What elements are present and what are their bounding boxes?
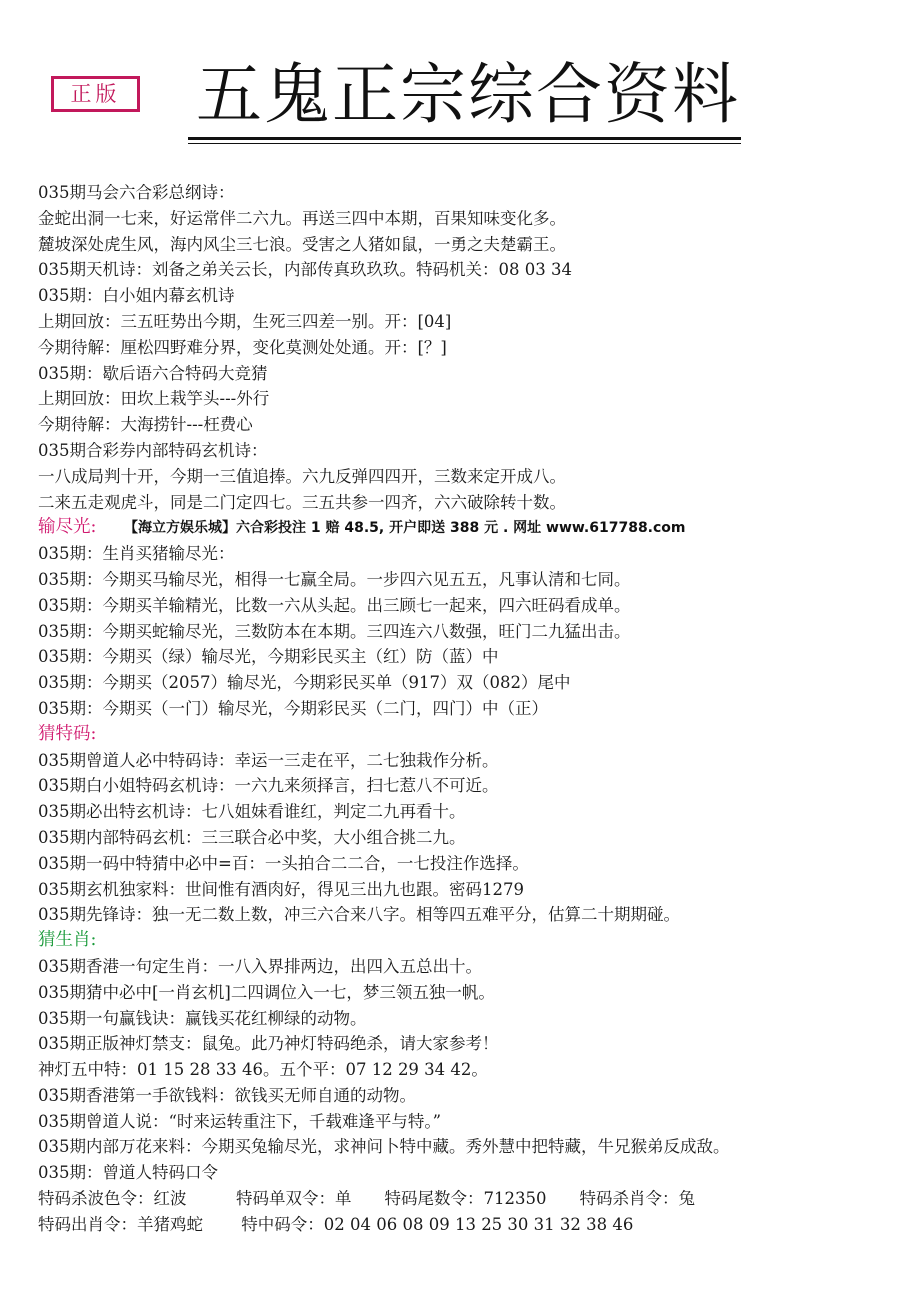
text-line: 035期内部特码玄机：三三联合必中奖，大小组合挑二九。 (38, 827, 466, 847)
block-2 (38, 541, 888, 722)
text-line: 035期：今期买蛇输尽光，三数防本在本期。三四连六八数强，旺门二九猛出击。 (38, 621, 631, 641)
text-line: 035期曾道人说：“时来运转重注下，千载难逢平与特。” (38, 1111, 442, 1131)
section-label: 输尽光: (38, 517, 97, 538)
text-line: 035期白小姐特码玄机诗：一六九来须择言，扫七惹八不可近。 (38, 776, 499, 796)
text-line: 035期马会六合彩总纲诗： (38, 183, 235, 202)
text-line: 035期：白小姐内幕玄机诗 (38, 286, 235, 306)
content-body (38, 180, 888, 1238)
text-line: 035期：今期买（2057）输尽光，今期彩民买单（917）双（082）尾中 (38, 673, 571, 693)
text-line: 特码杀波色令：红波 特码单双令：单 特码尾数令：712350 特码杀肖令：兔 (38, 1189, 695, 1209)
text-line: 035期香港第一手欲钱料：欲钱买无师自通的动物。 (38, 1085, 416, 1105)
text-line: 今期待解：大海捞针---枉费心 (38, 415, 253, 435)
title-underline-thick (188, 137, 741, 140)
text-line: 035期内部万花来料：今期买兔输尽光，求神问卜特中藏。秀外慧中把特藏，牛兄猴弟反成敌。 (38, 1137, 730, 1157)
text-line: 035期香港一句定生肖：一八入界排两边，出四入五总出十。 (38, 956, 482, 976)
text-line: 一八成局判十开，今期一三值追捧。六九反弹四四开，三数来定开成八。 (38, 466, 566, 486)
text-line: 035期：今期买马输尽光，相得一七赢全局。一步四六见五五，凡事认清和七同。 (38, 569, 631, 589)
text-line: 035期一码中特猜中必中=百：一头拍合二二合，一七投注作选择。 (38, 853, 529, 873)
text-line: 035期必出特玄机诗：七八姐妹看谁红，判定二九再看十。 (38, 802, 466, 822)
text-line: 上期回放：三五旺势出今期，生死三四差一别。开：[04] (38, 311, 452, 331)
text-line: 麓坡深处虎生风，海内风尘三七浪。受害之人猪如鼠，一勇之夫楚霸王。 (38, 234, 566, 254)
promo-banner: 【海立方娱乐城】六合彩投注 1 赔 48.5, 开户即送 388 元 . 网址 www.617788.com (124, 520, 686, 537)
section-heading-lose (38, 515, 888, 541)
text-line: 二来五走观虎斗，同是二门定四七。三五共参一四齐，六六破除转十数。 (38, 492, 566, 512)
text-line: 035期先锋诗：独一无二数上数，冲三六合来八字。相等四五难平分，估算二十期期碰。 (38, 905, 680, 925)
text-line: 035期：生肖买猪输尽光： (38, 544, 235, 564)
text-line: 今期待解：厘松四野难分界，变化莫测处处通。开：[？] (38, 337, 447, 357)
title-underline-thin (188, 143, 741, 144)
section-heading-guess-zodiac: 猜生肖: (38, 930, 97, 951)
text-line: 035期：今期买（一门）输尽光，今期彩民买（二门，四门）中（正） (38, 698, 548, 718)
text-line: 上期回放：田坎上栽竽头---外行 (38, 389, 270, 409)
text-line: 035期：今期买羊输精光，比数一六从头起。出三顾七一起来，四六旺码看成单。 (38, 595, 631, 615)
text-line: 035期正版神灯禁支：鼠兔。此乃神灯特码绝杀，请大家参考！ (38, 1034, 499, 1054)
section-heading-guess-code: 猜特码: (38, 723, 97, 744)
text-line: 神灯五中特：01 15 28 33 46。五个平：07 12 29 34 42。 (38, 1060, 488, 1080)
text-line: 035期猜中必中[一肖玄机]二四调位入一七，梦三领五独一帆。 (38, 982, 495, 1002)
text-line: 035期曾道人必中特码诗：幸运一三走在平，二七独栽作分析。 (38, 750, 499, 770)
block-4 (38, 954, 888, 1238)
genuine-badge: 正版 (51, 76, 140, 112)
text-line: 035期天机诗：刘备之弟关云长，内部传真玖玖玖。特码机关：08 03 34 (38, 260, 572, 280)
text-line: 035期一句赢钱诀：赢钱买花红柳绿的动物。 (38, 1008, 367, 1028)
text-line: 金蛇出洞一七来，好运常伴二六九。再送三四中本期，百果知味变化多。 (38, 208, 566, 228)
text-line: 035期：歇后语六合特码大竞猜 (38, 363, 268, 383)
text-line: 035期玄机独家料：世间惟有酒肉好，得见三出九也跟。密码1279 (38, 879, 524, 899)
text-line: 035期：今期买（绿）输尽光，今期彩民买主（红）防（蓝）中 (38, 647, 499, 667)
text-line: 特码出肖令：羊猪鸡蛇 特中码令：02 04 06 08 09 13 25 30 31 32 38 46 (38, 1214, 634, 1234)
text-line: 035期：曾道人特码口令 (38, 1163, 218, 1183)
page-title: 五鬼正宗综合资料 (196, 56, 740, 133)
text-line: 035期合彩券内部特码玄机诗： (38, 440, 268, 460)
block-1 (38, 180, 888, 515)
block-3 (38, 748, 888, 929)
